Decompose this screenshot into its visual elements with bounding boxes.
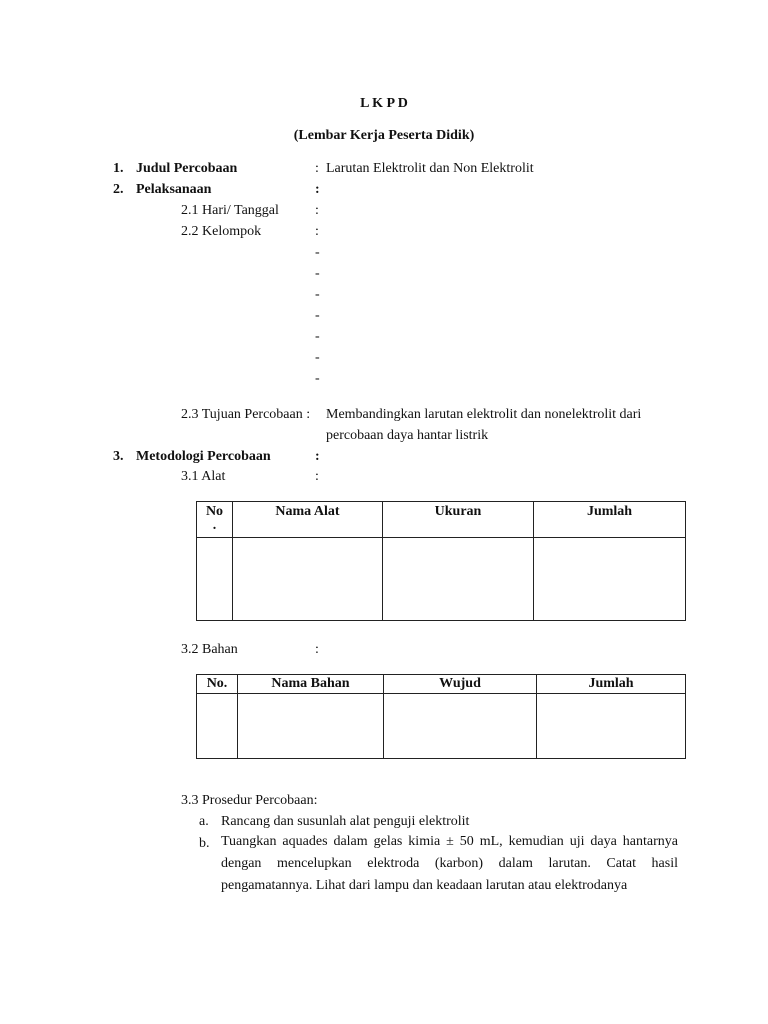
alat-cell-ukuran[interactable] xyxy=(383,538,534,621)
step-b-text: Tuangkan aquades dalam gelas kimia ± 50 mL, kemudian uji daya hantarnya dengan mencelupkan elektroda (karbon) dalam larutan. Catat hasil pengamatannya. Lihat dari lampu dan keadaan larutan atau elektrodanya xyxy=(221,834,678,893)
kelompok-label: 2.2 Kelompok xyxy=(181,224,262,239)
section-3-colon: : xyxy=(315,449,320,464)
bahan-table xyxy=(196,674,686,759)
section-2-number: 2. xyxy=(113,182,124,197)
alat-table xyxy=(196,501,686,621)
section-3-label: Metodologi Percobaan xyxy=(136,449,271,464)
bahan-table-header-row xyxy=(197,675,686,694)
alat-table-header-ukuran: Ukuran xyxy=(383,502,534,538)
bahan-table-header-wujud: Wujud xyxy=(384,675,537,694)
alat-colon: : xyxy=(315,469,319,484)
kelompok-member-dash: - xyxy=(315,329,320,344)
kelompok-member-dash: - xyxy=(315,350,320,365)
kelompok-member-dash: - xyxy=(315,287,320,302)
step-b-marker: b. xyxy=(199,836,210,851)
page-title: L K P D xyxy=(360,96,408,111)
tujuan-line-2: percobaan daya hantar listrik xyxy=(326,428,489,443)
section-1-value: Larutan Elektrolit dan Non Elektrolit xyxy=(326,161,534,176)
section-3-number: 3. xyxy=(113,449,124,464)
kelompok-member-dash: - xyxy=(315,266,320,281)
bahan-table-header-no: No. xyxy=(197,675,238,694)
alat-table-header-no xyxy=(197,502,233,538)
alat-cell-no[interactable] xyxy=(197,538,233,621)
section-2-label: Pelaksanaan xyxy=(136,182,212,197)
bahan-cell-no[interactable] xyxy=(197,694,238,759)
alat-header-no-line-2: . xyxy=(212,518,217,533)
step-a-marker: a. xyxy=(199,814,209,829)
bahan-colon: : xyxy=(315,642,319,657)
kelompok-member-dash: - xyxy=(315,308,320,323)
bahan-cell-wujud[interactable] xyxy=(384,694,537,759)
alat-header-no-line-1: No xyxy=(205,504,224,519)
kelompok-member-dash: - xyxy=(315,245,320,260)
bahan-label: 3.2 Bahan xyxy=(181,642,238,657)
alat-table-header-row xyxy=(197,502,686,538)
alat-label: 3.1 Alat xyxy=(181,469,226,484)
prosedur-label: 3.3 Prosedur Percobaan: xyxy=(181,793,318,808)
bahan-table-row xyxy=(197,694,686,759)
hari-tanggal-colon: : xyxy=(315,203,319,218)
kelompok-colon: : xyxy=(315,224,319,239)
section-1-colon: : xyxy=(315,161,319,176)
bahan-table-header-nama: Nama Bahan xyxy=(238,675,384,694)
alat-table-header-nama: Nama Alat xyxy=(233,502,383,538)
tujuan-label: 2.3 Tujuan Percobaan : xyxy=(181,407,311,422)
bahan-table-header-jumlah: Jumlah xyxy=(537,675,686,694)
alat-table-header-jumlah: Jumlah xyxy=(534,502,686,538)
alat-cell-nama[interactable] xyxy=(233,538,383,621)
section-1-label: Judul Percobaan xyxy=(136,161,238,176)
hari-tanggal-label: 2.1 Hari/ Tanggal xyxy=(181,203,279,218)
kelompok-member-dash: - xyxy=(315,371,320,386)
bahan-cell-jumlah[interactable] xyxy=(537,694,686,759)
tujuan-line-1: Membandingkan larutan elektrolit dan nonelektrolit dari xyxy=(326,407,642,422)
alat-cell-jumlah[interactable] xyxy=(534,538,686,621)
bahan-cell-nama[interactable] xyxy=(238,694,384,759)
alat-table-row xyxy=(197,538,686,621)
section-1-number: 1. xyxy=(113,161,124,176)
page-subtitle: (Lembar Kerja Peserta Didik) xyxy=(293,128,475,143)
section-2-colon: : xyxy=(315,182,320,197)
step-a-text: Rancang dan susunlah alat penguji elektrolit xyxy=(221,814,470,829)
